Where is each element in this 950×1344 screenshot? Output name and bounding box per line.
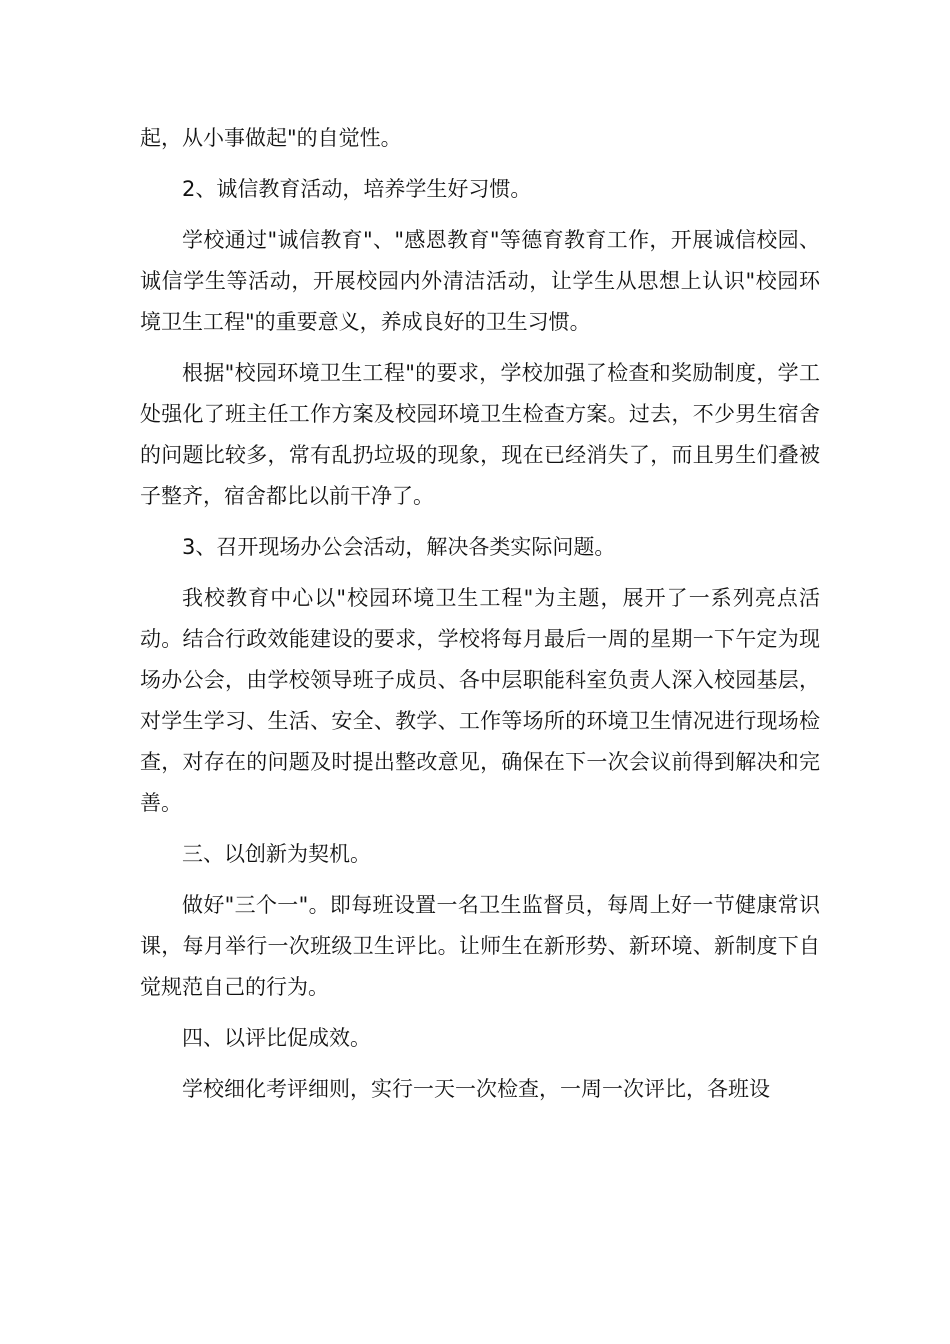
- paragraph: 学校通过"诚信教育"、"感恩教育"等德育教育工作，开展诚信校园、诚信学生等活动，开展校园内外清洁活动，让学生从思想上认识"校园环境卫生工程"的重要意义，养成良好的卫生习惯。: [140, 228, 820, 334]
- paragraph: 根据"校园环境卫生工程"的要求，学校加强了检查和奖励制度，学工处强化了班主任工作方案及校园环境卫生检查方案。过去，不少男生宿舍的问题比较多，常有乱扔垃圾的现象，现在已经消失了，而且男生们叠被子整齐，宿舍都比以前干净了。: [140, 361, 820, 508]
- paragraph: 学校细化考评细则，实行一天一次检查，一周一次评比，各班设: [182, 1077, 770, 1101]
- document-body: [140, 118, 820, 1120]
- section-heading: 2、诚信教育活动，培养学生好习惯。: [182, 177, 532, 201]
- paragraph: 做好"三个一"。即每班设置一名卫生监督员，每周上好一节健康常识课，每月举行一次班级卫生评比。让师生在新形势、新环境、新制度下自觉规范自己的行为。: [140, 893, 820, 999]
- paragraph: 我校教育中心以"校园环境卫生工程"为主题，展开了一系列亮点活动。结合行政效能建设的要求，学校将每月最后一周的星期一下午定为现场办公会，由学校领导班子成员、各中层职能科室负责人深入校园基层，对学生学习、生活、安全、教学、工作等场所的环境卫生情况进行现场检查，对存在的问题及时提出整改意见，确保在下一次会议前得到解决和完善。: [140, 586, 820, 815]
- paragraph: 起，从小事做起"的自觉性。: [140, 126, 402, 150]
- section-heading: 3、召开现场办公会活动，解决各类实际问题。: [182, 535, 616, 559]
- section-heading: 四、以评比促成效。: [182, 1026, 371, 1050]
- section-heading: 三、以创新为契机。: [182, 842, 371, 866]
